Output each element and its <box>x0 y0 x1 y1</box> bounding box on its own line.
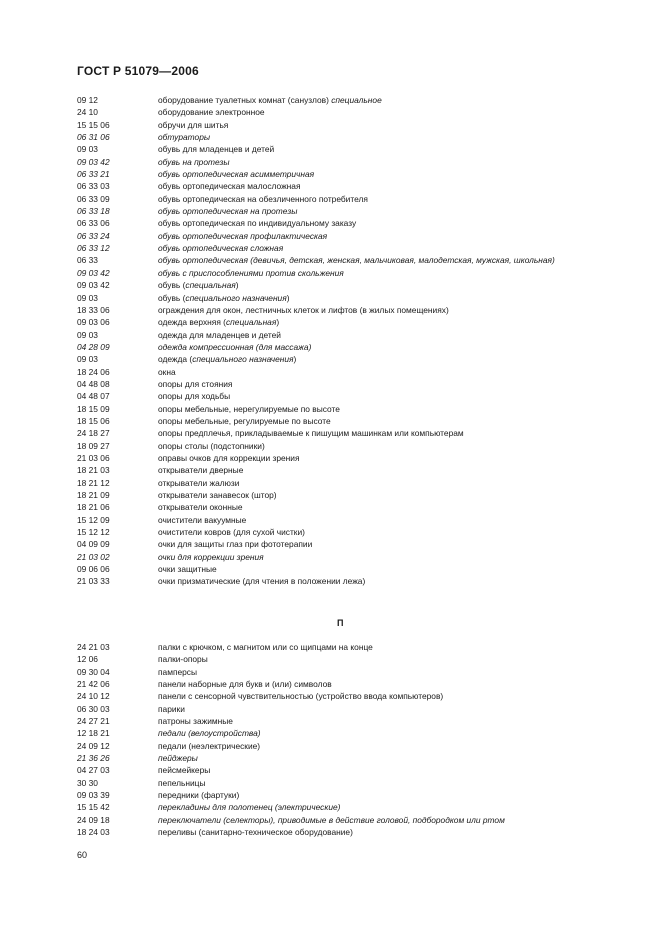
term-part: обувь ортопедическая асимметричная <box>158 169 315 180</box>
index-list-p <box>77 641 622 839</box>
term-part: оправы очков для коррекции зрения <box>158 452 300 463</box>
entry-code: 12 06 <box>77 654 98 665</box>
term-part: одежда компрессионная (для массажа) <box>158 341 312 352</box>
index-entry <box>77 180 622 192</box>
index-entry <box>77 415 622 427</box>
term-part: оборудование электронное <box>158 107 265 118</box>
index-entry <box>77 366 622 378</box>
entry-code: 09 12 <box>77 95 98 105</box>
term-part: окна <box>158 366 176 377</box>
term-part: обувь ( <box>158 280 186 291</box>
index-entry <box>77 752 622 764</box>
index-entry <box>77 452 622 464</box>
term-part: обувь ортопедическая (девичья, детская, женская, мальчиковая, малодетская, мужская, школьная) <box>158 255 555 266</box>
entry-code: 04 27 03 <box>77 765 110 776</box>
entry-term <box>158 366 622 378</box>
entry-term <box>158 801 622 813</box>
term-part: оборудование туалетных комнат (санузлов) <box>158 95 332 105</box>
index-entry <box>77 690 622 702</box>
entry-term <box>158 727 622 739</box>
index-entry <box>77 94 622 106</box>
term-part: переключатели (селекторы), приводимые в действие головой, подбородком или ртом <box>158 814 505 825</box>
entry-code: 04 09 09 <box>77 539 110 550</box>
entry-code: 04 28 09 <box>77 341 110 352</box>
entry-code: 18 15 06 <box>77 415 110 426</box>
entry-code: 15 15 06 <box>77 119 110 130</box>
term-part: обувь для младенцев и детей <box>158 144 275 155</box>
index-entry <box>77 514 622 526</box>
entry-term <box>158 501 622 513</box>
term-part: одежда ( <box>158 354 193 365</box>
entry-term <box>158 217 622 229</box>
term-part: специальная <box>185 280 236 291</box>
entry-term <box>158 119 622 131</box>
entry-code: 21 03 06 <box>77 452 110 463</box>
entry-code: 21 36 26 <box>77 753 110 764</box>
entry-term <box>158 341 622 353</box>
index-entry <box>77 329 622 341</box>
index-entry <box>77 440 622 452</box>
index-entry <box>77 814 622 826</box>
entry-code: 06 33 03 <box>77 181 110 192</box>
term-part: очистители вакуумные <box>158 514 247 525</box>
entry-term <box>158 666 622 678</box>
entry-code: 12 18 21 <box>77 728 110 739</box>
term-part: обувь ( <box>158 292 186 303</box>
term-part: обтураторы <box>158 132 211 143</box>
entry-term <box>158 789 622 801</box>
term-part: панели с сенсорной чувствительностью (устройство ввода компьютеров) <box>158 691 444 702</box>
entry-code: 06 33 06 <box>77 218 110 229</box>
index-entry <box>77 641 622 653</box>
entry-code: 09 30 04 <box>77 666 110 677</box>
index-entry <box>77 678 622 690</box>
entry-term <box>158 551 622 563</box>
entry-term <box>158 678 622 690</box>
index-entry <box>77 526 622 538</box>
term-part: обувь ортопедическая малосложная <box>158 181 301 192</box>
index-entry <box>77 427 622 439</box>
term-part: опоры мебельные, регулируемые по высоте <box>158 415 331 426</box>
index-entry <box>77 563 622 575</box>
entry-code: 06 33 <box>77 255 98 266</box>
entry-code: 09 03 <box>77 292 98 303</box>
entry-code: 06 30 03 <box>77 703 110 714</box>
term-part: очки для защиты глаз при фототерапии <box>158 539 313 550</box>
term-part: патроны зажимные <box>158 716 233 727</box>
entry-term <box>158 690 622 702</box>
index-entry <box>77 378 622 390</box>
entry-code: 24 18 27 <box>77 428 110 439</box>
index-entry <box>77 826 622 838</box>
entry-term <box>158 563 622 575</box>
term-part: обручи для шитья <box>158 119 229 130</box>
entry-code: 09 03 <box>77 329 98 340</box>
term-part: педали (неэлектрические) <box>158 740 261 751</box>
entry-code: 18 15 09 <box>77 403 110 414</box>
index-entry <box>77 341 622 353</box>
entry-term <box>158 452 622 464</box>
index-entry <box>77 292 622 304</box>
entry-code: 06 33 21 <box>77 169 110 180</box>
entry-term <box>158 440 622 452</box>
index-entry <box>77 353 622 365</box>
index-entry <box>77 390 622 402</box>
entry-code: 09 06 06 <box>77 564 110 575</box>
index-entry <box>77 789 622 801</box>
index-entry <box>77 727 622 739</box>
term-part: панели наборные для букв и (или) символов <box>158 679 332 690</box>
entry-term <box>158 267 622 279</box>
entry-term <box>158 205 622 217</box>
entry-term <box>158 715 622 727</box>
index-entry <box>77 156 622 168</box>
index-entry <box>77 254 622 266</box>
term-part: очки для коррекции зрения <box>158 551 264 562</box>
index-list-o <box>77 94 622 588</box>
term-part: очки призматические (для чтения в положении лежа) <box>158 576 366 587</box>
entry-code: 18 21 12 <box>77 477 110 488</box>
entry-code: 09 03 42 <box>77 267 110 278</box>
term-part: опоры мебельные, нерегулируемые по высоте <box>158 403 340 414</box>
entry-code: 09 03 39 <box>77 790 110 801</box>
entry-term <box>158 653 622 665</box>
entry-term <box>158 378 622 390</box>
index-entry <box>77 279 622 291</box>
entry-code: 24 10 12 <box>77 691 110 702</box>
entry-term <box>158 390 622 402</box>
index-entry <box>77 464 622 476</box>
entry-code: 21 03 33 <box>77 576 110 587</box>
entry-term <box>158 180 622 192</box>
index-entry <box>77 653 622 665</box>
index-entry <box>77 168 622 180</box>
term-part: обувь ортопедическая профилактическая <box>158 230 328 241</box>
term-part: обувь ортопедическая по индивидуальному заказу <box>158 218 357 229</box>
entry-code: 06 31 06 <box>77 132 110 143</box>
entry-code: 21 03 02 <box>77 551 110 562</box>
index-entry <box>77 575 622 587</box>
term-part: обувь на протезы <box>158 156 230 167</box>
term-part: парики <box>158 703 185 714</box>
term-part: опоры столы (подстопники) <box>158 440 265 451</box>
index-entry <box>77 230 622 242</box>
index-entry <box>77 131 622 143</box>
term-part: обувь ортопедическая на обезличенного потребителя <box>158 193 368 204</box>
entry-term <box>158 131 622 143</box>
term-part: обувь ортопедическая сложная <box>158 243 284 254</box>
entry-term <box>158 193 622 205</box>
index-entry <box>77 551 622 563</box>
term-part: ) <box>293 354 297 365</box>
entry-term <box>158 464 622 476</box>
entry-term <box>158 477 622 489</box>
entry-term <box>158 403 622 415</box>
index-entry <box>77 193 622 205</box>
term-part: очистители ковров (для сухой чистки) <box>158 527 305 538</box>
term-part: одежда верхняя ( <box>158 317 226 328</box>
term-part: обувь с приспособлениями против скольжения <box>158 267 344 278</box>
term-part: переливы (санитарно-техническое оборудование) <box>158 827 353 838</box>
entry-code: 04 48 07 <box>77 391 110 402</box>
entry-term <box>158 106 622 118</box>
entry-term <box>158 353 622 365</box>
entry-term <box>158 415 622 427</box>
index-entry <box>77 801 622 813</box>
index-entry <box>77 777 622 789</box>
term-part: палки с крючком, с магнитом или со щипцами на конце <box>158 642 373 652</box>
index-entry <box>77 119 622 131</box>
entry-term <box>158 94 622 106</box>
entry-term <box>158 703 622 715</box>
index-entry <box>77 316 622 328</box>
entry-code: 24 09 12 <box>77 740 110 751</box>
entry-term <box>158 156 622 168</box>
index-entry <box>77 403 622 415</box>
entry-code: 24 27 21 <box>77 716 110 727</box>
entry-term <box>158 254 622 266</box>
term-part: пепельницы <box>158 777 206 788</box>
entry-code: 24 21 03 <box>77 642 110 652</box>
entry-term <box>158 764 622 776</box>
entry-code: 15 15 42 <box>77 802 110 813</box>
entry-term <box>158 752 622 764</box>
term-part: специального назначения <box>192 354 294 365</box>
term-part: памперсы <box>158 666 198 677</box>
page-title: ГОСТ Р 51079—2006 <box>77 64 199 78</box>
entry-code: 06 33 12 <box>77 243 110 254</box>
entry-code: 09 03 <box>77 144 98 155</box>
term-part: очки защитные <box>158 564 217 575</box>
entry-term <box>158 814 622 826</box>
entry-code: 18 24 03 <box>77 827 110 838</box>
term-part: ) <box>235 280 239 291</box>
term-part: опоры для ходьбы <box>158 391 231 402</box>
entry-term <box>158 526 622 538</box>
index-entry <box>77 715 622 727</box>
term-part: одежда для младенцев и детей <box>158 329 281 340</box>
entry-term <box>158 230 622 242</box>
section-letter: П <box>337 618 344 628</box>
entry-code: 09 03 <box>77 354 98 365</box>
term-part: пейджеры <box>158 753 198 764</box>
index-entry <box>77 304 622 316</box>
index-entry <box>77 106 622 118</box>
entry-term <box>158 279 622 291</box>
index-entry <box>77 205 622 217</box>
term-part: специального назначения <box>185 292 287 303</box>
index-entry <box>77 764 622 776</box>
entry-term <box>158 242 622 254</box>
term-part: обувь ортопедическая на протезы <box>158 206 298 217</box>
term-part: открыватели занавесок (штор) <box>158 490 277 500</box>
entry-code: 15 12 09 <box>77 514 110 525</box>
term-part: ) <box>286 292 290 303</box>
index-entry <box>77 501 622 513</box>
term-part: открыватели дверные <box>158 465 244 476</box>
entry-code: 06 33 09 <box>77 193 110 204</box>
entry-code: 09 03 42 <box>77 156 110 167</box>
index-entry <box>77 740 622 752</box>
entry-code: 30 30 <box>77 777 98 788</box>
term-part: передники (фартуки) <box>158 790 240 801</box>
index-entry <box>77 666 622 678</box>
entry-term <box>158 826 622 838</box>
term-part: специальное <box>331 95 382 105</box>
entry-code: 09 03 06 <box>77 317 110 328</box>
index-entry <box>77 242 622 254</box>
entry-term <box>158 538 622 550</box>
entry-term <box>158 168 622 180</box>
term-part: специальная <box>225 317 277 328</box>
term-part: ограждения для окон, лестничных клеток и лифтов (в жилых помещениях) <box>158 304 449 315</box>
entry-code: 24 10 <box>77 107 98 118</box>
entry-code: 15 12 12 <box>77 527 110 538</box>
entry-code: 18 21 06 <box>77 502 110 513</box>
entry-term <box>158 427 622 439</box>
index-entry <box>77 703 622 715</box>
entry-term <box>158 292 622 304</box>
entry-code: 06 33 24 <box>77 230 110 241</box>
entry-term <box>158 329 622 341</box>
entry-term <box>158 641 622 653</box>
entry-term <box>158 777 622 789</box>
index-entry <box>77 538 622 550</box>
page-number: 60 <box>77 850 88 860</box>
entry-term <box>158 489 622 501</box>
entry-code: 18 33 06 <box>77 304 110 315</box>
term-part: пейсмейкеры <box>158 765 211 776</box>
term-part: опоры для стояния <box>158 378 233 389</box>
index-entry <box>77 217 622 229</box>
entry-term <box>158 316 622 328</box>
entry-code: 09 03 42 <box>77 280 110 291</box>
entry-term <box>158 304 622 316</box>
index-entry <box>77 477 622 489</box>
term-part: палки-опоры <box>158 654 208 665</box>
term-part: педали (велоустройства) <box>158 728 261 739</box>
term-part: перекладины для полотенец (электрические) <box>158 802 341 813</box>
term-part: открыватели оконные <box>158 502 243 513</box>
index-entry <box>77 489 622 501</box>
entry-code: 06 33 18 <box>77 206 110 217</box>
entry-code: 18 24 06 <box>77 366 110 377</box>
entry-code: 21 42 06 <box>77 679 110 690</box>
term-part: опоры предплечья, прикладываемые к пишущим машинкам или компьютерам <box>158 428 464 439</box>
index-entry <box>77 143 622 155</box>
entry-term <box>158 514 622 526</box>
entry-term <box>158 143 622 155</box>
term-part: ) <box>276 317 280 328</box>
index-entry <box>77 267 622 279</box>
entry-code: 04 48 08 <box>77 378 110 389</box>
term-part: открыватели жалюзи <box>158 477 240 488</box>
entry-term <box>158 740 622 752</box>
entry-code: 18 09 27 <box>77 440 110 451</box>
entry-code: 18 21 03 <box>77 465 110 476</box>
entry-code: 24 09 18 <box>77 814 110 825</box>
entry-term <box>158 575 622 587</box>
entry-code: 18 21 09 <box>77 490 110 500</box>
